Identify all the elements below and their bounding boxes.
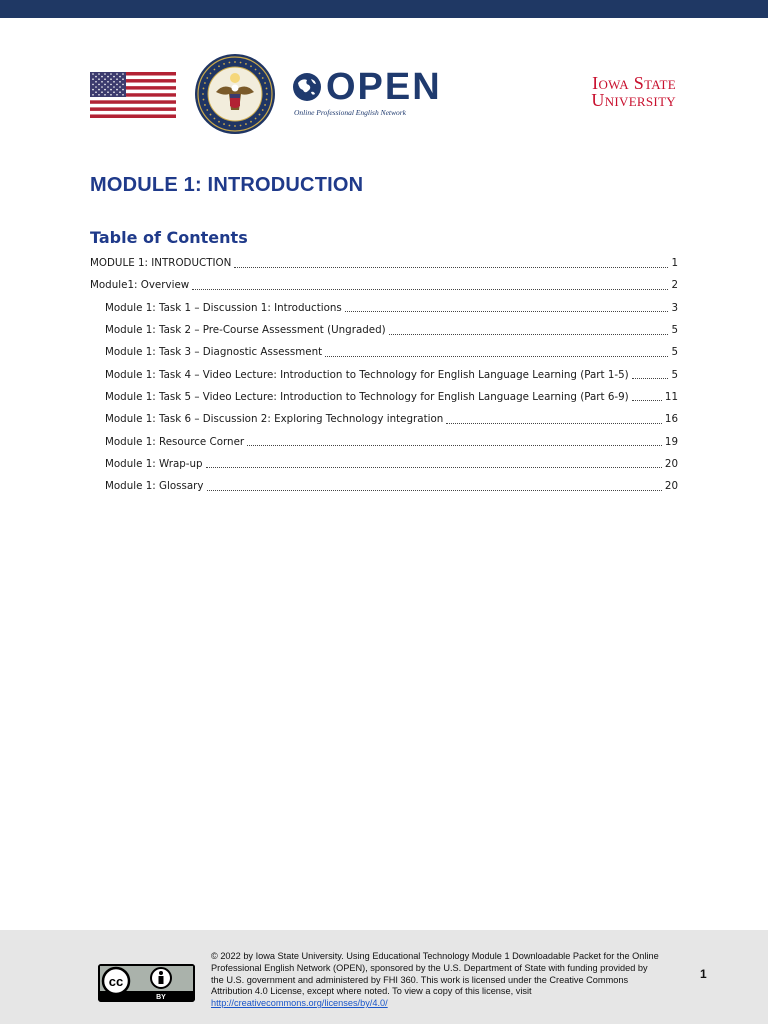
page-number: 1	[700, 967, 707, 981]
open-logo	[292, 66, 442, 120]
footer-license-text	[211, 951, 661, 1010]
toc-entry-title: MODULE 1: INTRODUCTION	[90, 257, 232, 270]
toc-heading: Table of Contents	[90, 228, 248, 247]
toc-entry-title: Module 1: Task 1 – Discussion 1: Introductions	[105, 301, 342, 314]
svg-text:BY: BY	[156, 994, 166, 1001]
toc-entry-title: Module 1: Task 3 – Diagnostic Assessment	[105, 346, 323, 359]
toc-entry[interactable]	[90, 408, 678, 430]
toc-leader-dots	[325, 346, 668, 357]
toc-entry-page: 3	[671, 301, 678, 314]
toc-entry-title: Module1: Overview	[90, 279, 190, 292]
toc-entry[interactable]	[90, 252, 678, 274]
toc-entry-page: 5	[671, 346, 678, 359]
toc-entry[interactable]	[90, 430, 678, 452]
footer-license-body: © 2022 by Iowa State University. Using Educational Technology Module 1 Downloadable Packet for the Online Professional English Network (OPEN), sponsored by the U.S. Department of State with funding provided by the U.S. government and administered by FHI 360. This work is licensed under the Creative Commons Attribution 4.0 License, except where noted. To view a copy of this license, visit	[211, 951, 659, 997]
toc-entry-page: 1	[671, 257, 678, 270]
license-link[interactable]: http://creativecommons.org/licenses/by/4.0/	[211, 998, 388, 1009]
cc-by-license-badge[interactable]	[98, 964, 195, 1002]
department-of-state-seal-icon	[194, 52, 276, 136]
isu-logo-line1: Iowa State	[592, 73, 676, 93]
toc-entry-title: Module 1: Task 6 – Discussion 2: Exploring Technology integration	[105, 413, 444, 426]
toc-leader-dots	[207, 480, 662, 491]
toc-leader-dots	[632, 368, 669, 379]
toc-entry-title: Module 1: Task 2 – Pre-Course Assessment (Ungraded)	[105, 324, 386, 337]
open-logo-word: OPEN	[326, 66, 442, 108]
toc-leader-dots	[446, 413, 662, 424]
toc-entry[interactable]	[90, 475, 678, 497]
toc-entry-title: Module 1: Glossary	[105, 480, 204, 493]
toc-entry[interactable]	[90, 386, 678, 408]
toc-leader-dots	[247, 435, 662, 446]
open-logo-tagline: Online Professional English Network	[294, 108, 407, 117]
toc-entry-title: Module 1: Wrap-up	[105, 457, 203, 470]
svg-text:cc: cc	[108, 974, 124, 989]
globe-icon	[292, 72, 322, 102]
toc-entry-title: Module 1: Task 5 – Video Lecture: Introduction to Technology for English Language Learning (Part 6-9)	[105, 390, 629, 403]
us-flag-icon	[90, 72, 176, 118]
toc-leader-dots	[206, 457, 662, 468]
iowa-state-university-logo	[591, 75, 676, 109]
isu-logo-line2: University	[591, 90, 676, 110]
toc-entry-page: 20	[664, 457, 678, 470]
toc-entry-page: 20	[664, 480, 678, 493]
toc-leader-dots	[345, 301, 669, 312]
toc-leader-dots	[632, 390, 662, 401]
toc-entry[interactable]	[90, 341, 678, 363]
top-banner-bar	[0, 0, 768, 18]
module-title: MODULE 1: INTRODUCTION	[90, 174, 364, 196]
toc-entry[interactable]	[90, 297, 678, 319]
toc-leader-dots	[192, 279, 668, 290]
table-of-contents	[90, 252, 678, 497]
toc-entry-title: Module 1: Resource Corner	[105, 435, 245, 448]
toc-entry-page: 19	[664, 435, 678, 448]
toc-entry-page: 5	[671, 368, 678, 381]
toc-entry-page: 5	[671, 324, 678, 337]
toc-entry-page: 11	[664, 390, 678, 403]
toc-leader-dots	[389, 324, 669, 335]
toc-entry-page: 2	[671, 279, 678, 292]
toc-entry[interactable]	[90, 319, 678, 341]
toc-entry[interactable]	[90, 274, 678, 296]
toc-entry-page: 16	[664, 413, 678, 426]
header-logos	[0, 50, 768, 150]
toc-entry[interactable]	[90, 363, 678, 385]
toc-leader-dots	[234, 257, 668, 268]
toc-entry[interactable]	[90, 453, 678, 475]
toc-entry-title: Module 1: Task 4 – Video Lecture: Introduction to Technology for English Language Learning (Part 1-5)	[105, 368, 629, 381]
page-footer	[0, 930, 768, 1024]
